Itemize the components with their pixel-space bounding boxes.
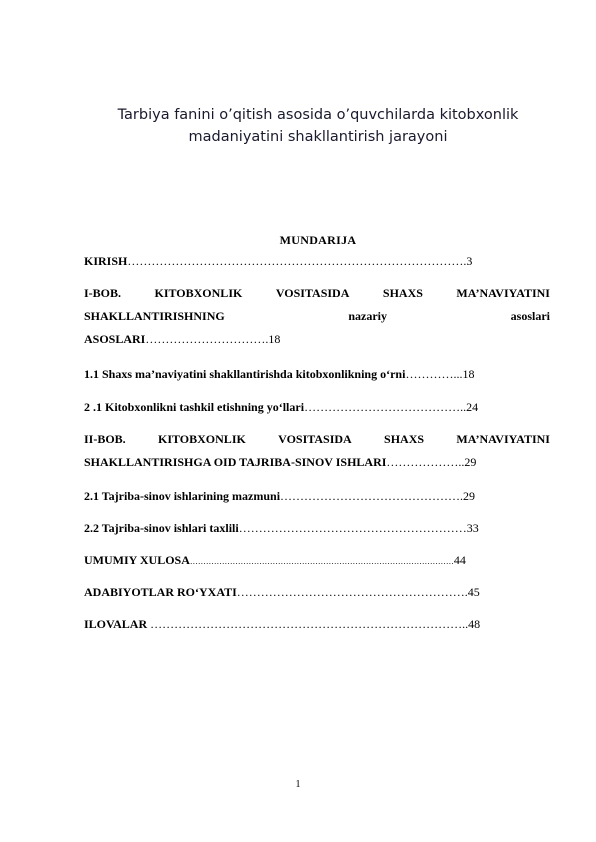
toc-entry-bob2[interactable]: [84, 432, 550, 470]
toc-bob1-line1: [84, 286, 550, 301]
toc-leader: ………………..: [386, 455, 465, 469]
toc-page: 33: [466, 521, 479, 535]
toc-entry-2-2[interactable]: [84, 521, 550, 536]
toc-entry-ilovalar[interactable]: [84, 617, 550, 632]
toc-leader: ………………………….: [145, 332, 269, 346]
toc-page: 29: [463, 489, 476, 503]
toc-leader: …………………………………..: [304, 400, 467, 414]
toc-label: ASOSLARI: [84, 332, 146, 346]
toc-bob2-line1: [84, 432, 550, 447]
document-title: [80, 104, 556, 148]
toc-heading: MUNDARIJA: [279, 233, 357, 247]
toc-page: 24: [466, 400, 479, 414]
toc-page: 18: [462, 367, 475, 381]
toc-page: 18: [268, 332, 281, 346]
toc-label: 1.1 Shaxs ma’naviyatini shakllantirishda kitobxonlikning o‘rni: [84, 367, 406, 381]
toc-page: 29: [464, 455, 477, 469]
toc-label: 2.2 Tajriba-sinov ishlari taxlili: [84, 521, 239, 535]
toc-word: VOSITASIDA: [275, 286, 350, 300]
toc-word: SHAXS: [382, 286, 423, 300]
toc-entry-1-1[interactable]: [84, 367, 550, 382]
toc-word: MA’NAVIYATINI: [456, 286, 550, 300]
toc-page: 45: [467, 585, 480, 599]
toc-entry-bob1[interactable]: [84, 286, 550, 347]
toc-word: SHAXS: [384, 432, 425, 446]
toc-page: 44: [453, 553, 466, 567]
toc-label: KIRISH: [84, 254, 128, 268]
toc-bob2-line2: [84, 455, 550, 470]
toc-bob1-line2: [84, 309, 550, 324]
title-line-1: Tarbiya fanini o’qitish asosida o’quvchilarda kitobxonlik: [117, 107, 519, 123]
toc-leader: ………………………………………………………………………….: [127, 254, 467, 268]
toc-word: KITOBXONLIK: [158, 432, 246, 446]
toc-word: MA’NAVIYATINI: [456, 432, 550, 446]
toc-leader: …………...: [405, 367, 463, 381]
toc-word: SHAKLLANTIRISHNING: [84, 309, 225, 323]
toc-entry-xulosa[interactable]: [84, 553, 550, 568]
toc-label: UMUMIY XULOSA: [84, 553, 190, 567]
toc-word: nazariy: [348, 309, 388, 323]
toc-word: II-BOB.: [84, 432, 126, 446]
toc-leader: ……………………………………………………………………..: [147, 617, 469, 631]
toc-label: 2.1 Tajriba-sinov ishlarining mazmuni: [84, 489, 281, 503]
toc-leader: ………………………………………………….: [236, 585, 468, 599]
toc-leader: ……………………………………….: [280, 489, 464, 503]
toc-label: SHAKLLANTIRISHGA OID TAJRIBA-SINOV ISHLARI: [84, 455, 387, 469]
page-number: 1: [295, 779, 301, 790]
toc-leader: …………………………………………………: [238, 521, 467, 535]
toc-word: VOSITASIDA: [278, 432, 352, 446]
toc-word: I-BOB.: [84, 286, 122, 300]
toc-label: ILOVALAR: [84, 617, 148, 631]
toc-entry-1-2[interactable]: [84, 400, 550, 415]
toc-bob1-line3: [84, 332, 550, 347]
toc-page: 3: [466, 254, 473, 268]
toc-word: KITOBXONLIK: [154, 286, 243, 300]
toc-label: 2 .1 Kitobxonlikni tashkil etishning yo‘llari: [84, 400, 305, 414]
toc-page: 48: [468, 617, 481, 631]
toc-word: asoslari: [510, 309, 550, 323]
toc-label: ADABIYOTLAR RO‘YXATI: [84, 585, 237, 599]
title-line-2: madaniyatini shakllantirish jarayoni: [188, 129, 448, 145]
toc-leader: ………………………………………………………………………………………: [189, 557, 454, 566]
toc-entry-adabiyotlar[interactable]: [84, 585, 550, 600]
toc-entry-2-1[interactable]: [84, 489, 550, 504]
toc-entry-kirish[interactable]: [84, 254, 550, 269]
